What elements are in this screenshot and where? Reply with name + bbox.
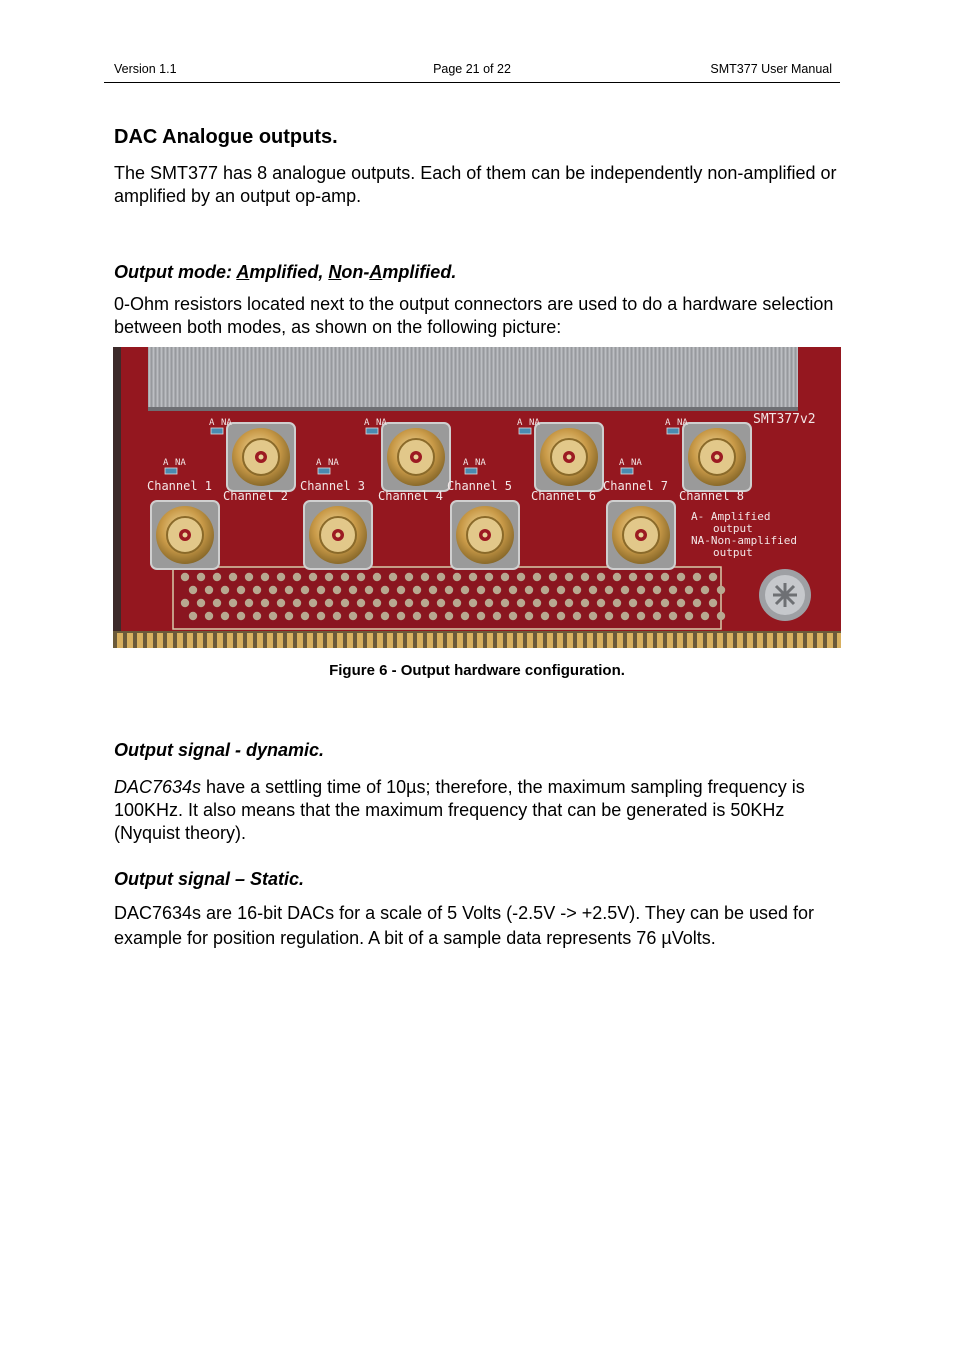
header-pin [365,586,373,594]
header-pin [669,612,677,620]
edge-finger [647,633,653,648]
edge-finger [777,633,783,648]
edge-finger [607,633,613,648]
channel-label: Channel 2 [223,489,289,503]
header-pin [629,573,637,581]
header-pin [301,586,309,594]
edge-finger [797,633,803,648]
header-pin [717,586,725,594]
edge-finger [597,633,603,648]
header-pin [381,612,389,620]
zero-ohm-resistor [621,468,633,474]
edge-finger [457,633,463,648]
header-pin [365,612,373,620]
header-pin [341,573,349,581]
header-pin [245,599,253,607]
bnc-connector [382,423,450,491]
static-paragraph-block [114,901,842,951]
header-pin [373,573,381,581]
legend-line-3: NA-Non-amplified [691,534,797,547]
header-pin [349,612,357,620]
header-pin [693,599,701,607]
header-pin [597,599,605,607]
static-paragraph: DAC7634s are 16-bit DACs for a scale of 5 Volts (-2.5V -> +2.5V). They can be used for example for position regulation. A bit of a sample data represents 76 µVolts. [114,903,815,948]
header-pin [589,612,597,620]
header-page-number: Page 21 of 22 [433,62,511,76]
header-pin [413,612,421,620]
pad-label-na: NA [221,418,232,428]
header-pin [493,612,501,620]
header-pin [469,599,477,607]
edge-finger [297,633,303,648]
header-pin [485,573,493,581]
header-pin [645,573,653,581]
channel-label: Channel 7 [603,479,669,493]
header-pin [501,599,509,607]
header-pin [269,612,277,620]
edge-finger [177,633,183,648]
page-header [104,62,840,83]
edge-finger [397,633,403,648]
header-pin [309,573,317,581]
edge-finger [267,633,273,648]
edge-finger [827,633,833,648]
header-pin [621,612,629,620]
header-pin [301,612,309,620]
edge-finger [587,633,593,648]
header-pin [213,599,221,607]
header-pin [261,599,269,607]
header-pin [557,612,565,620]
edge-finger [347,633,353,648]
bnc-connector [607,501,675,569]
header-pin [397,586,405,594]
edge-finger [417,633,423,648]
edge-finger [487,633,493,648]
channel-label: Channel 3 [300,479,366,493]
header-pin [357,573,365,581]
edge-finger [537,633,543,648]
header-pin [349,586,357,594]
bnc-connector [683,423,751,491]
dac-term: DAC7634s [114,777,202,797]
edge-finger [367,633,373,648]
edge-finger [137,633,143,648]
zero-ohm-resistor [465,468,477,474]
header-pin [701,612,709,620]
edge-finger [317,633,323,648]
header-pin [501,573,509,581]
header-pin [661,573,669,581]
edge-finger [657,633,663,648]
edge-finger [247,633,253,648]
header-pin [373,599,381,607]
header-pin [205,586,213,594]
header-pin [557,586,565,594]
edge-finger [147,633,153,648]
edge-finger [217,633,223,648]
channel-label: Channel 1 [147,479,213,493]
header-pin [229,599,237,607]
static-heading: Output signal – Static. [114,869,305,889]
header-pin [445,586,453,594]
header-pin [509,586,517,594]
header-manual-title: SMT377 User Manual [710,62,832,76]
header-pin [381,586,389,594]
header-pin [405,599,413,607]
header-pin [277,573,285,581]
header-pin [309,599,317,607]
edge-finger [717,633,723,648]
header-pin [709,573,717,581]
channel-label: Channel 4 [378,489,444,503]
header-pin [221,586,229,594]
header-pin [549,599,557,607]
edge-finger [837,633,841,648]
pad-label-a: A [316,458,322,468]
zero-ohm-resistor [211,428,223,434]
edge-finger [697,633,703,648]
edge-finger [507,633,513,648]
header-pin [597,573,605,581]
header-pin [445,612,453,620]
pad-label-na: NA [175,458,186,468]
figure-caption: Figure 6 - Output hardware configuration. [329,662,625,679]
bnc-connector [304,501,372,569]
header-pin [605,612,613,620]
output-mode-heading-block [114,262,842,283]
legend-line-2: output [713,522,753,535]
dynamic-heading: Output signal - dynamic. [114,740,325,760]
pad-label-a: A [665,418,671,428]
header-pin [581,573,589,581]
header-pin [405,573,413,581]
edge-finger [637,633,643,648]
bnc-connector [451,501,519,569]
edge-finger [747,633,753,648]
edge-finger [287,633,293,648]
zero-ohm-resistor [667,428,679,434]
edge-finger [687,633,693,648]
legend-line-1: A- Amplified [691,510,771,523]
edge-finger [447,633,453,648]
header-pin [429,612,437,620]
pad-label-a: A [463,458,469,468]
dynamic-paragraph: DAC7634s have a settling time of 10µs; therefore, the maximum sampling frequency is 100KHz. It also means that the maximum frequency that can be generated is 50KHz (Nyquist theory). [114,777,805,843]
header-pin [701,586,709,594]
header-pin [293,599,301,607]
pad-label-na: NA [328,458,339,468]
zero-ohm-resistor [318,468,330,474]
header-pin [565,599,573,607]
intro-paragraph-block [114,162,842,208]
header-pin [341,599,349,607]
pad-label-na: NA [475,458,486,468]
header-pin [653,612,661,620]
channel-label: Channel 5 [447,479,513,493]
bnc-connector [227,423,295,491]
edge-finger [577,633,583,648]
header-pin [549,573,557,581]
edge-finger [157,633,163,648]
header-pin [453,573,461,581]
header-pin [493,586,501,594]
edge-finger [357,633,363,648]
edge-finger [727,633,733,648]
header-pin [197,599,205,607]
zero-ohm-resistor [519,428,531,434]
header-pin [245,573,253,581]
header-pin [397,612,405,620]
pad-label-a: A [619,458,625,468]
header-pin [261,573,269,581]
header-pin [477,612,485,620]
edge-finger [377,633,383,648]
edge-finger [407,633,413,648]
edge-finger [627,633,633,648]
edge-finger [557,633,563,648]
header-pin [613,599,621,607]
edge-finger [117,633,123,648]
header-pin [189,612,197,620]
header-pin [677,599,685,607]
header-pin [237,612,245,620]
zero-ohm-resistor [165,468,177,474]
pad-label-a: A [364,418,370,428]
header-pin [413,586,421,594]
edge-finger [817,633,823,648]
board-label: SMT377v2 [753,412,816,427]
header-pin [269,586,277,594]
header-pin [389,599,397,607]
header-pin [221,612,229,620]
dynamic-heading-block [114,740,842,761]
channel-label: Channel 6 [531,489,597,503]
edge-finger [127,633,133,648]
header-pin [213,573,221,581]
pcb-illustration [113,347,841,648]
header-pin [317,612,325,620]
header-pin [565,573,573,581]
header-pin [237,586,245,594]
header-pin [573,612,581,620]
header-pin [613,573,621,581]
edge-finger [677,633,683,648]
pad-label-a: A [517,418,523,428]
header-pin [437,573,445,581]
pcb-photo-figure [113,347,841,648]
dynamic-paragraph-block [114,776,842,845]
header-pin [333,586,341,594]
header-pin [181,573,189,581]
header-pin [541,586,549,594]
header-pin [509,612,517,620]
pad-label-na: NA [677,418,688,428]
pad-label-na: NA [529,418,540,428]
edge-finger [567,633,573,648]
edge-finger [737,633,743,648]
header-pin [517,573,525,581]
edge-finger [707,633,713,648]
header-pin [285,586,293,594]
edge-finger [167,633,173,648]
channel-label: Channel 8 [679,489,745,503]
header-version: Version 1.1 [114,62,177,76]
header-pin [621,586,629,594]
edge-finger [757,633,763,648]
section-title: DAC Analogue outputs. [114,126,338,148]
edge-finger [467,633,473,648]
edge-finger [437,633,443,648]
edge-finger [527,633,533,648]
header-pin [637,612,645,620]
header-pin [581,599,589,607]
header-pin [685,612,693,620]
header-pin [229,573,237,581]
edge-finger [257,633,263,648]
edge-finger [427,633,433,648]
header-pin [453,599,461,607]
header-pin [693,573,701,581]
edge-finger [187,633,193,648]
mounting-screw [759,569,811,621]
zero-ohm-resistor [366,428,378,434]
header-pin [677,573,685,581]
header-pin [197,573,205,581]
header-pin [421,573,429,581]
header-pin [325,599,333,607]
pad-label-na: NA [376,418,387,428]
bnc-connector [151,501,219,569]
edge-finger [307,633,313,648]
header-pin [669,586,677,594]
header-pin [709,599,717,607]
edge-finger [197,633,203,648]
header-pin [253,586,261,594]
header-pin [685,586,693,594]
header-pin [421,599,429,607]
header-pin [645,599,653,607]
bnc-connector [535,423,603,491]
header-pin [325,573,333,581]
header-pin [533,599,541,607]
edge-finger [787,633,793,648]
header-pin [357,599,365,607]
edge-finger [277,633,283,648]
edge-finger [237,633,243,648]
header-pin [525,586,533,594]
header-pin [485,599,493,607]
edge-finger [477,633,483,648]
header-pin [253,612,261,620]
header-pin [285,612,293,620]
output-mode-paragraph-block [114,293,842,339]
legend-line-4: output [713,546,753,559]
header-pin [533,573,541,581]
heatsink [148,347,798,409]
header-pin [293,573,301,581]
header-pin [477,586,485,594]
edge-finger [207,633,213,648]
header-pin [205,612,213,620]
edge-finger [807,633,813,648]
header-pin [429,586,437,594]
header-pin [317,586,325,594]
header-pin [541,612,549,620]
edge-finger [387,633,393,648]
pad-label-na: NA [631,458,642,468]
edge-finger [517,633,523,648]
header-pin [525,612,533,620]
header-pin [517,599,525,607]
output-mode-heading: Output mode: Amplified, Non-Amplified. [114,262,457,282]
intro-paragraph: The SMT377 has 8 analogue outputs. Each of them can be independently non-amplified or amplified by an output op-amp. [114,163,837,206]
header-pin [637,586,645,594]
pad-label-a: A [163,458,169,468]
header-pin [589,586,597,594]
output-mode-paragraph: 0-Ohm resistors located next to the output connectors are used to do a hardware selection between both modes, as shown on the following picture: [114,294,834,337]
header-pin [277,599,285,607]
header-pin [717,612,725,620]
edge-finger [547,633,553,648]
pad-label-a: A [209,418,215,428]
header-pin [333,612,341,620]
edge-finger [767,633,773,648]
header-pin [461,586,469,594]
header-pin [469,573,477,581]
edge-finger [617,633,623,648]
header-pin [629,599,637,607]
edge-finger [667,633,673,648]
edge-finger [227,633,233,648]
header-pin [437,599,445,607]
header-pin [389,573,397,581]
header-pin [661,599,669,607]
header-pin [605,586,613,594]
edge-finger [337,633,343,648]
header-pin [461,612,469,620]
static-heading-block [114,869,842,890]
header-pin [181,599,189,607]
header-pin [189,586,197,594]
edge-finger [497,633,503,648]
header-pin [573,586,581,594]
edge-finger [327,633,333,648]
header-pin [653,586,661,594]
